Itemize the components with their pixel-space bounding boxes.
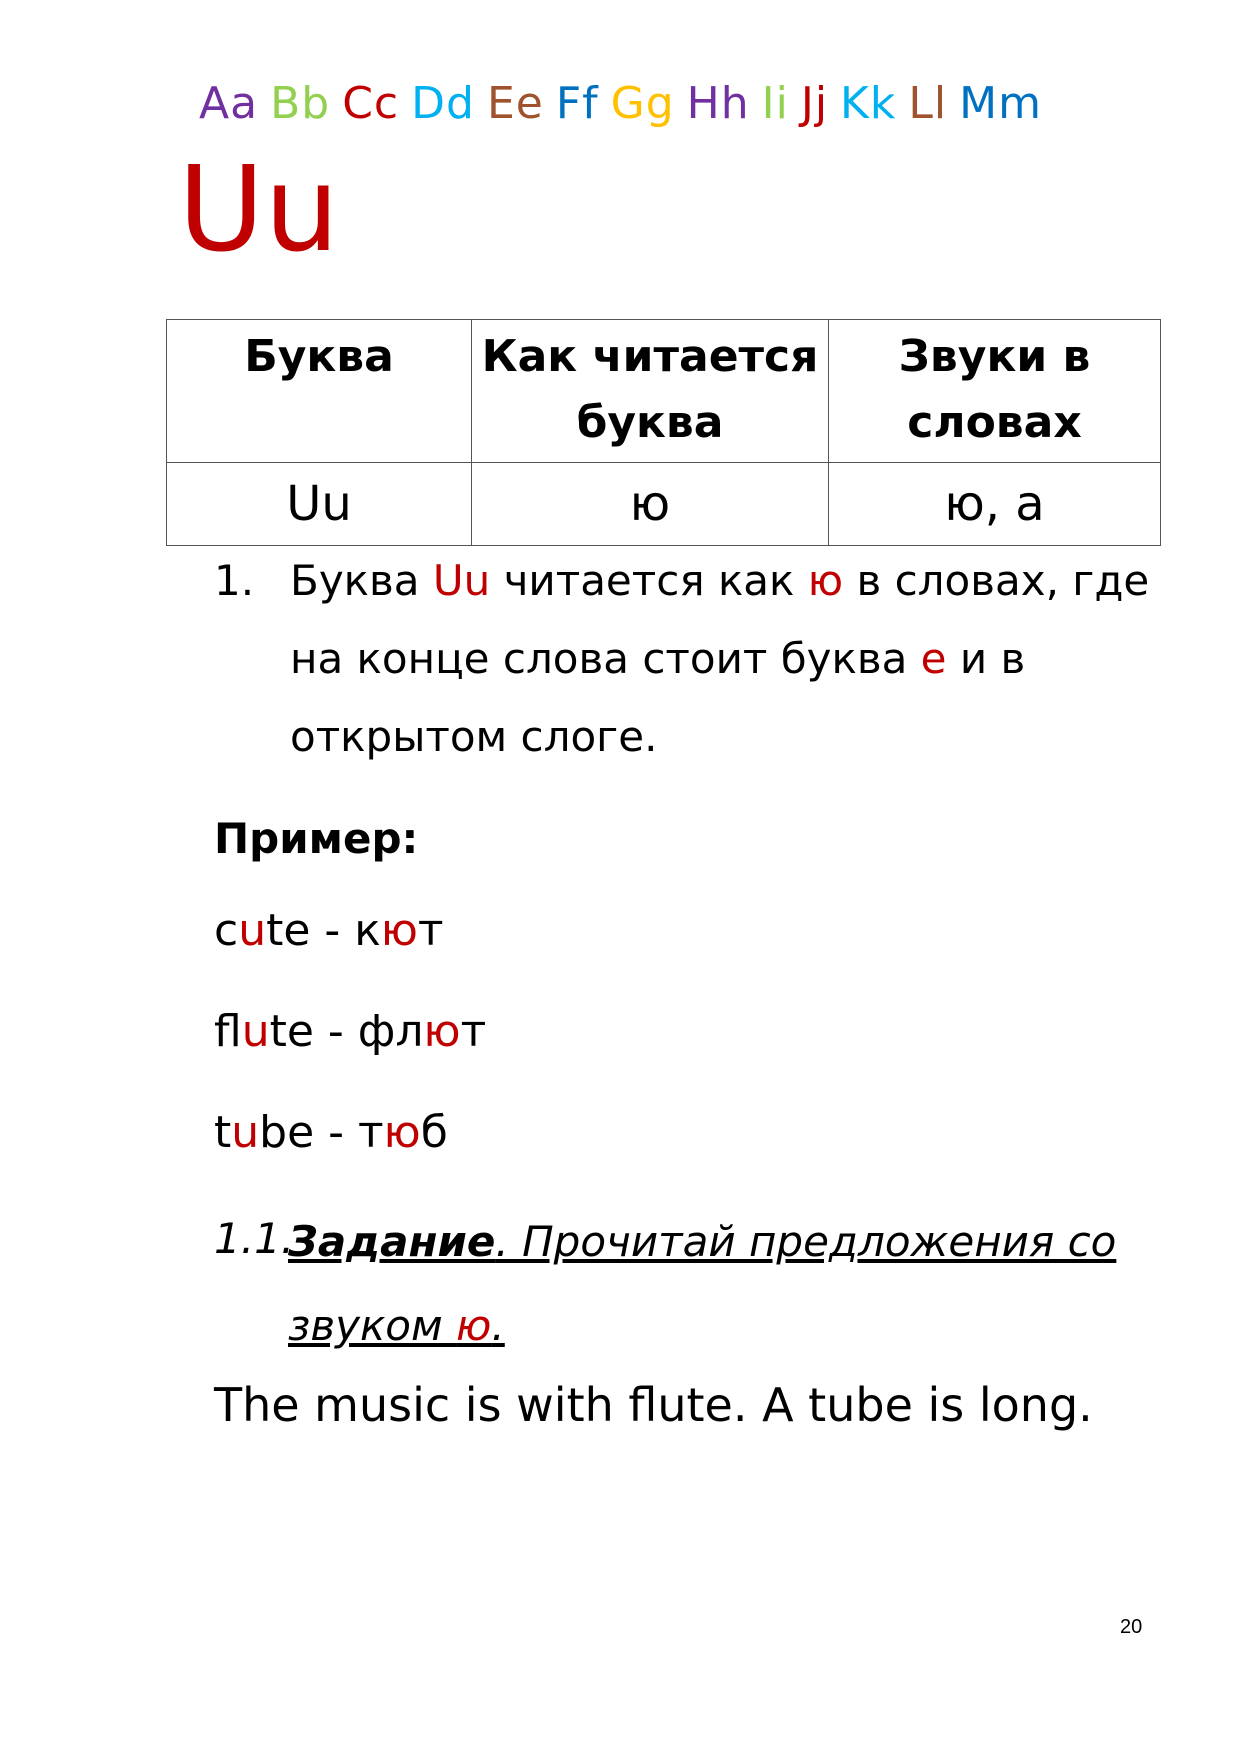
letter-table	[166, 319, 1161, 546]
alphabet-letter: Dd	[411, 78, 475, 129]
task-label: Задание	[288, 1217, 496, 1266]
example-text: т	[358, 1107, 384, 1158]
alphabet-letter: Bb	[270, 78, 331, 129]
alphabet-letter: Mm	[959, 78, 1042, 129]
table-cell-reading: ю	[472, 463, 829, 546]
example-text: c	[214, 905, 239, 956]
example-text: fl	[214, 1006, 242, 1057]
task-highlight-sound: ю	[456, 1301, 492, 1350]
example-text: к	[354, 905, 381, 956]
example-separator: -	[313, 1006, 358, 1057]
rule-highlight-sound: ю	[807, 556, 844, 605]
task-text-end: .	[491, 1301, 505, 1350]
example-text: te	[269, 1006, 314, 1057]
example-highlight: ю	[383, 1107, 421, 1158]
table-header-sounds: Звуки в словах	[829, 320, 1161, 463]
example-separator: -	[310, 905, 355, 956]
alphabet-letter: Cc	[342, 78, 400, 129]
rule-text-part: в словах, где на конце слова стоит буква	[290, 556, 1150, 683]
table-cell-sounds: ю, а	[829, 463, 1161, 546]
example-text: be	[259, 1107, 315, 1158]
table-row	[167, 463, 1161, 546]
rule-text-part: и в открытом слоге.	[290, 634, 1026, 761]
example-word	[214, 1107, 448, 1158]
alphabet-letter: Hh	[686, 78, 750, 129]
example-text: б	[420, 1107, 448, 1158]
example-highlight: ю	[380, 905, 418, 956]
example-separator: -	[314, 1107, 359, 1158]
alphabet-letter: Ll	[908, 78, 948, 129]
example-highlight: ю	[423, 1006, 461, 1057]
example-text: т	[417, 905, 444, 956]
alphabet-letter: Ii	[761, 78, 789, 129]
example-text: фл	[357, 1006, 424, 1057]
rule-text	[290, 542, 1160, 776]
example-text: te	[266, 905, 311, 956]
rule-number: 1.	[214, 556, 255, 605]
example-text: т	[460, 1006, 487, 1057]
page-number: 20	[1120, 1616, 1143, 1638]
alphabet-letter: Ff	[555, 78, 599, 129]
example-highlight: u	[241, 1006, 270, 1057]
example-highlight: u	[231, 1107, 260, 1158]
rule-text-part: Буква	[290, 556, 433, 605]
practice-sentence: The music is with flute. A tube is long.	[214, 1378, 1093, 1432]
rule-highlight-letter: Uu	[432, 556, 491, 605]
task-instruction	[288, 1200, 1188, 1368]
alphabet-letter: Ee	[486, 78, 544, 129]
rule-highlight-e: е	[920, 634, 947, 683]
table-header-row	[167, 320, 1161, 463]
rule-text-part: читается как	[490, 556, 808, 605]
alphabet-letter: Gg	[610, 78, 675, 129]
task-text: . Прочитай предложения со звуком	[288, 1217, 1117, 1350]
example-word	[214, 1006, 486, 1057]
alphabet-strip	[0, 78, 1241, 129]
alphabet-letter: Jj	[800, 78, 829, 129]
lesson-letter-title: Uu	[178, 140, 340, 278]
example-word	[214, 905, 444, 956]
alphabet-letter: Aa	[199, 78, 259, 129]
example-highlight: u	[238, 905, 267, 956]
alphabet-letter: Kk	[840, 78, 897, 129]
example-text: t	[214, 1107, 232, 1158]
example-label: Пример:	[214, 814, 419, 863]
table-header-reading: Как читается буква	[472, 320, 829, 463]
table-cell-letter: Uu	[167, 463, 472, 546]
table-header-letter: Буква	[167, 320, 472, 463]
task-number: 1.1.	[214, 1214, 295, 1263]
